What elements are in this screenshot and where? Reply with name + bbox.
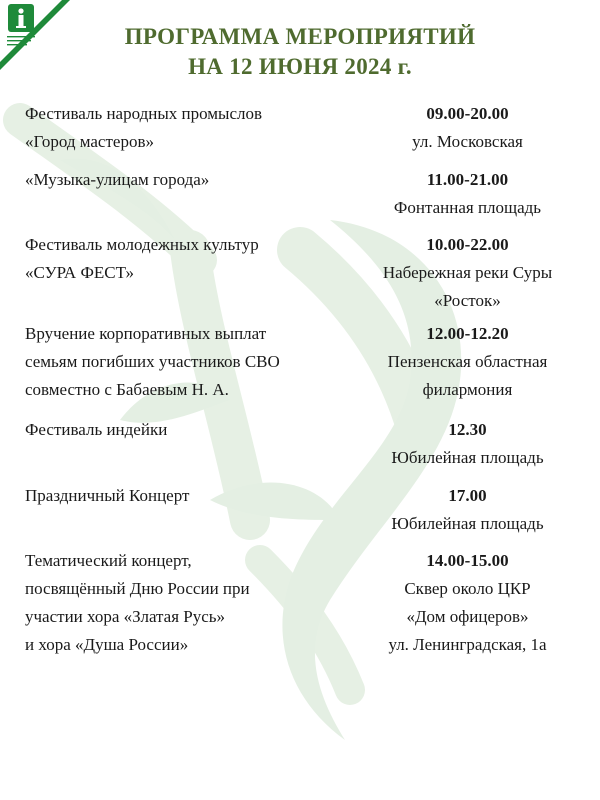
event-location-line: филармония bbox=[422, 380, 513, 399]
event-time: 14.00-15.00 bbox=[426, 551, 509, 570]
event-name-line: Вручение корпоративных выплат bbox=[25, 324, 267, 343]
event-location-line: «Дом офицеров» bbox=[406, 607, 529, 626]
title-line-2: НА 12 ИЮНЯ 2024 г. bbox=[188, 54, 412, 79]
event-name-line: Фестиваль индейки bbox=[25, 420, 168, 439]
event-name bbox=[25, 416, 345, 444]
event-details bbox=[360, 166, 575, 222]
event-name bbox=[25, 320, 345, 404]
event-time: 10.00-22.00 bbox=[426, 235, 509, 254]
event-details bbox=[360, 547, 575, 659]
event-name-line: Фестиваль молодежных культур bbox=[25, 235, 259, 254]
event-details bbox=[360, 482, 575, 538]
event-location-line: Набережная реки Суры bbox=[382, 263, 553, 282]
event-details bbox=[360, 231, 575, 315]
event-location-line: ул. Ленинградская, 1а bbox=[388, 635, 547, 654]
event-location-line: «Росток» bbox=[434, 291, 501, 310]
event-name-line: «СУРА ФЕСТ» bbox=[25, 263, 135, 282]
event-name-line: совместно с Бабаевым Н. А. bbox=[25, 380, 229, 399]
event-location-line: Пензенская областная bbox=[387, 352, 548, 371]
event-time: 12.30 bbox=[448, 420, 487, 439]
event-location-line: ул. Московская bbox=[412, 132, 523, 151]
event-name-line: «Город мастеров» bbox=[25, 132, 154, 151]
event-details bbox=[360, 320, 575, 404]
event-name-line: и хора «Душа России» bbox=[25, 635, 189, 654]
event-time: 11.00-21.00 bbox=[426, 170, 509, 189]
event-location-line: Сквер около ЦКР bbox=[404, 579, 531, 598]
event-name-line: участии хора «Златая Русь» bbox=[25, 607, 226, 626]
event-location-line: Юбилейная площадь bbox=[391, 448, 544, 467]
event-name-line: семьям погибших участников СВО bbox=[25, 352, 280, 371]
event-time: 09.00-20.00 bbox=[426, 104, 509, 123]
event-name bbox=[25, 231, 345, 287]
event-time: 17.00 bbox=[448, 486, 487, 505]
event-details bbox=[360, 100, 575, 156]
event-name bbox=[25, 100, 345, 156]
event-location-line: Юбилейная площадь bbox=[391, 514, 544, 533]
event-name bbox=[25, 482, 345, 510]
event-name-line: «Музыка-улицам города» bbox=[25, 170, 210, 189]
event-name-line: Праздничный Концерт bbox=[25, 486, 190, 505]
event-name bbox=[25, 547, 345, 659]
title-line-1: ПРОГРАММА МЕРОПРИЯТИЙ bbox=[124, 24, 476, 49]
event-time: 12.00-12.20 bbox=[426, 324, 509, 343]
event-location-line: Фонтанная площадь bbox=[393, 198, 542, 217]
event-name-line: Тематический концерт, bbox=[25, 551, 192, 570]
event-details bbox=[360, 416, 575, 472]
event-name bbox=[25, 166, 345, 194]
event-name-line: Фестиваль народных промыслов bbox=[25, 104, 263, 123]
event-name-line: посвящённый Дню России при bbox=[25, 579, 250, 598]
